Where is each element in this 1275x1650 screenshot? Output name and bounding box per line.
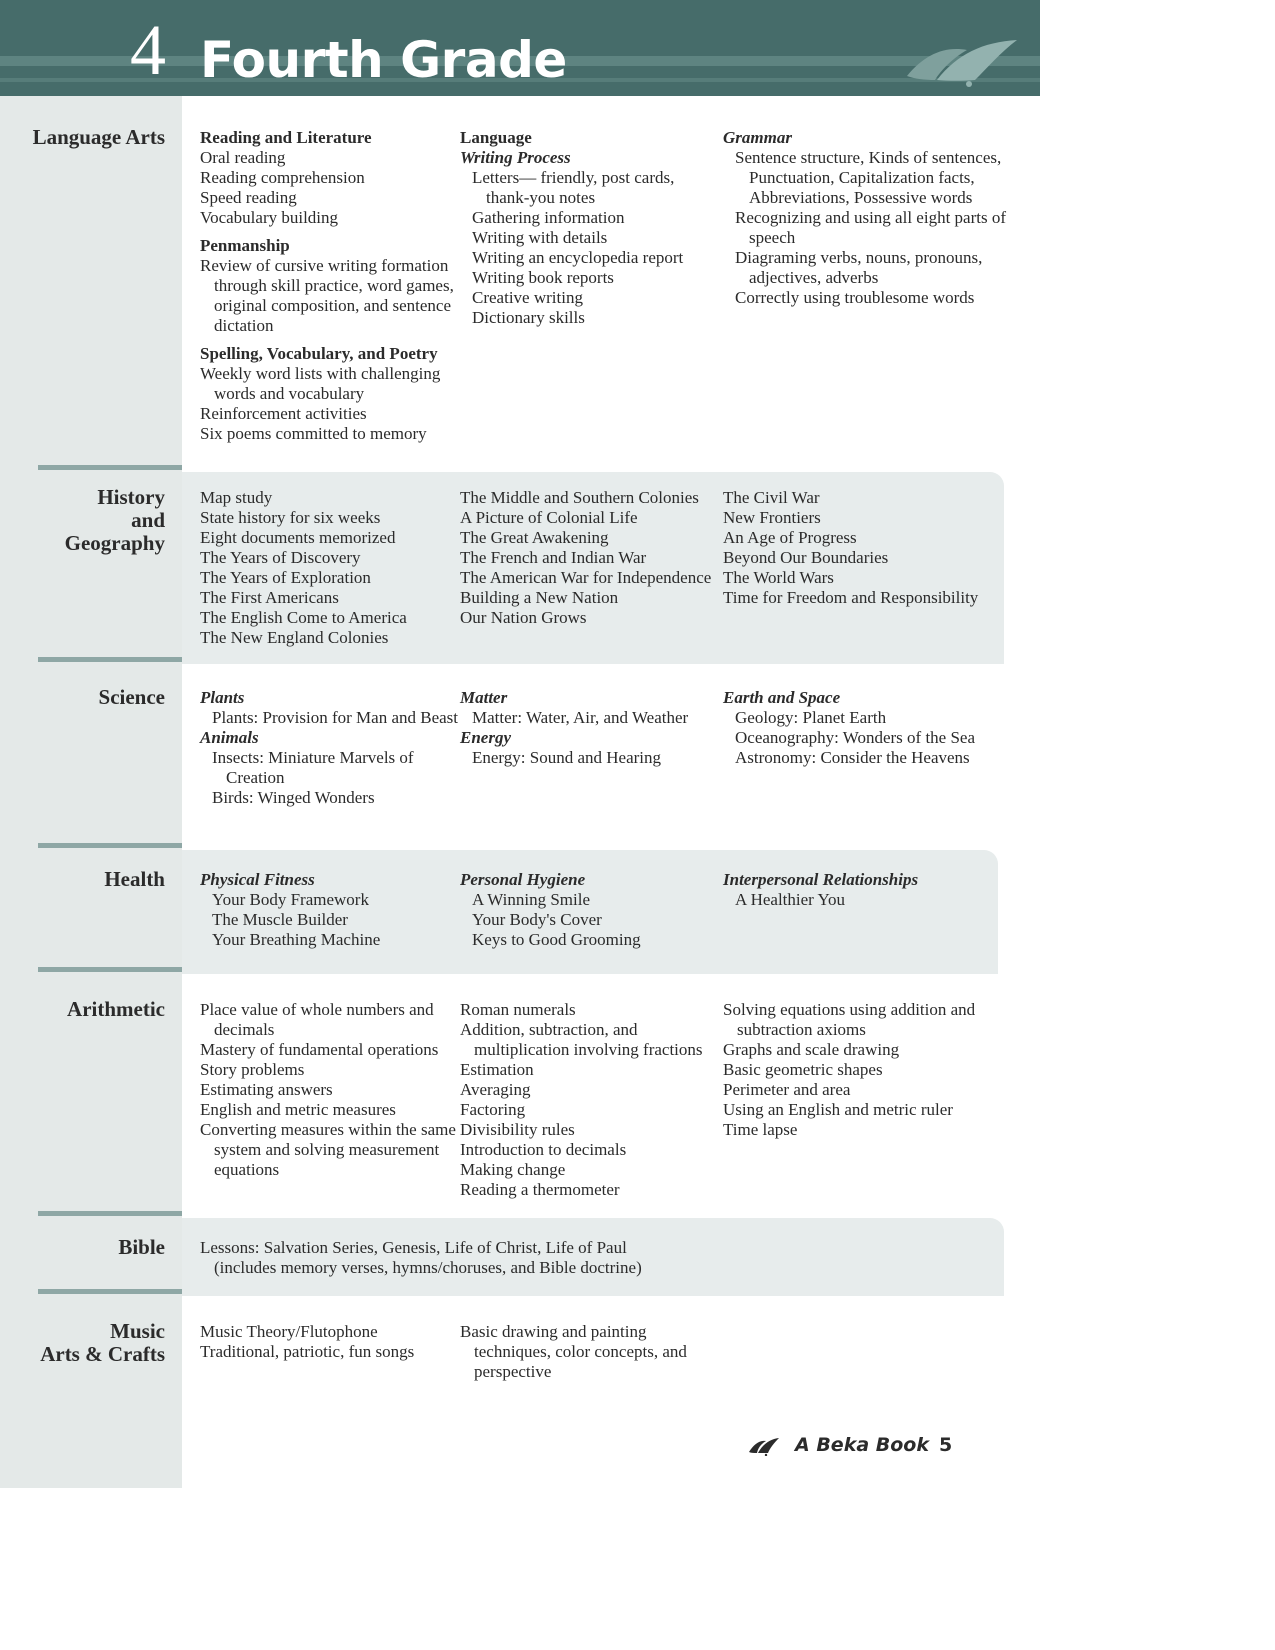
subject-label: Bible [118,1235,165,1259]
footer-brand: A Beka Book [795,1434,929,1456]
list-item: Our Nation Grows [460,608,587,627]
list-item: New Frontiers [723,508,821,527]
list-item: The Years of Discovery [200,548,361,567]
column-heading: Spelling, Vocabulary, and Poetry [200,344,438,363]
page-header [0,0,1040,96]
column-3 [723,488,1023,608]
list-item: The Middle and Southern Colonies [460,488,699,507]
list-item: Review of cursive writing formation through skill practice, word games, original composition, and sentence dictation [200,256,454,335]
column-subheading: Matter [460,688,508,707]
list-item: Your Body's Cover [472,910,602,929]
list-item: Birds: Winged Wonders [212,788,375,807]
column-subheading: Animals [200,728,259,747]
section-divider [38,1289,182,1294]
column-2 [460,1322,722,1382]
column-1 [200,1322,462,1362]
column-2 [460,688,722,768]
column-subheading: Interpersonal Relationships [723,870,919,889]
list-item: Correctly using troublesome words [735,288,975,307]
column-3 [723,688,1023,768]
column-2 [460,870,722,950]
list-item: Time for Freedom and Responsibility [723,588,979,607]
subject-label: History and Geography [64,485,165,555]
list-item: Writing an encyclopedia report [472,248,684,267]
list-item: Factoring [460,1100,526,1119]
grade-number: 4 [130,10,166,90]
column-subheading: Plants [200,688,245,707]
list-item: Time lapse [723,1120,798,1139]
list-item: Roman numerals [460,1000,576,1019]
list-item: Writing book reports [472,268,614,287]
list-item: Your Breathing Machine [212,930,381,949]
list-item: Oceanography: Wonders of the Sea [735,728,976,747]
column-heading: Penmanship [200,236,290,255]
column-2 [460,1000,722,1200]
list-item: Letters— friendly, post cards, thank-you notes [472,168,675,207]
list-item: The New England Colonies [200,628,389,647]
list-item: Insects: Miniature Marvels of Creation [212,748,414,787]
list-item: Writing with details [472,228,608,247]
section-health [0,850,1040,974]
column-3 [723,870,1023,910]
list-item: Speed reading [200,188,297,207]
section-divider [38,657,182,662]
subject-label: Language Arts [32,125,165,149]
list-item: The Muscle Builder [212,910,348,929]
subject-label: Science [98,685,165,709]
page-title: Fourth Grade [200,31,567,89]
list-item: Matter: Water, Air, and Weather [472,708,689,727]
brand-logo-icon [748,1436,780,1456]
list-item: Your Body Framework [212,890,369,909]
list-item: Place value of whole numbers and decimals [200,1000,434,1039]
list-item: Creative writing [472,288,583,307]
list-item: Building a New Nation [460,588,619,607]
list-item: Perimeter and area [723,1080,851,1099]
list-item: The First Americans [200,588,339,607]
column-2 [460,128,722,328]
list-item: Making change [460,1160,566,1179]
column-heading: Language [460,128,532,147]
column-1 [200,688,462,808]
list-item: Astronomy: Consider the Heavens [735,748,970,767]
list-item: The Years of Exploration [200,568,371,587]
list-item: Estimating answers [200,1080,333,1099]
list-item: Map study [200,488,273,507]
list-item: A Healthier You [735,890,846,909]
column-3 [723,128,1023,308]
list-item: Basic drawing and painting techniques, color concepts, and perspective [460,1322,687,1381]
list-item: The English Come to America [200,608,407,627]
section-language-arts [0,96,1040,472]
list-item: Reading comprehension [200,168,365,187]
list-item: The Civil War [723,488,820,507]
column-subheading: Writing Process [460,148,571,167]
column-subheading: Earth and Space [723,688,841,707]
column-3 [723,1000,1023,1140]
list-item: State history for six weeks [200,508,381,527]
list-item: Gathering information [472,208,625,227]
list-item: Traditional, patriotic, fun songs [200,1342,415,1361]
subject-label: Music Arts & Crafts [40,1319,165,1366]
list-item: Solving equations using addition and subtraction axioms [723,1000,976,1039]
bible-description [200,1238,670,1278]
column-subheading: Grammar [723,128,792,147]
list-item: Eight documents memorized [200,528,396,547]
column-subheading: Energy [460,728,511,747]
list-item: Converting measures within the same system and solving measurement equations [200,1120,456,1179]
column-2 [460,488,722,628]
list-item: The World Wars [723,568,834,587]
list-item: Geology: Planet Earth [735,708,887,727]
list-item: Averaging [460,1080,531,1099]
list-item: Keys to Good Grooming [472,930,641,949]
list-item: Divisibility rules [460,1120,575,1139]
list-item: Addition, subtraction, and multiplication involving fractions [460,1020,703,1059]
section-music-arts [0,1296,1040,1396]
list-item: The Great Awakening [460,528,609,547]
list-item: Sentence structure, Kinds of sentences, Punctuation, Capitalization facts, Abbreviations, Possessive words [735,148,1002,207]
subject-label: Arithmetic [67,997,165,1021]
column-1 [200,870,462,950]
section-divider [38,465,182,470]
list-item: English and metric measures [200,1100,396,1119]
list-item: Weekly word lists with challenging words and vocabulary [200,364,441,403]
section-arithmetic [0,974,1040,1218]
section-science [0,664,1040,850]
column-subheading: Physical Fitness [200,870,315,889]
list-item: Vocabulary building [200,208,339,227]
list-item: A Picture of Colonial Life [460,508,638,527]
list-item: Estimation [460,1060,534,1079]
column-subheading: Personal Hygiene [460,870,586,889]
list-item: The French and Indian War [460,548,647,567]
list-item: Energy: Sound and Hearing [472,748,662,767]
list-item: Basic geometric shapes [723,1060,883,1079]
list-item: Dictionary skills [472,308,585,327]
section-divider [38,843,182,848]
column-heading: Reading and Literature [200,128,372,147]
list-item: Graphs and scale drawing [723,1040,900,1059]
list-item: Lessons: Salvation Series, Genesis, Life of Christ, Life of Paul (includes memory verses, hymns/choruses, and Bible doctrine) [200,1238,642,1277]
column-1 [200,128,462,444]
list-item: Oral reading [200,148,286,167]
list-item: Plants: Provision for Man and Beast [212,708,459,727]
list-item: An Age of Progress [723,528,857,547]
list-item: Reinforcement activities [200,404,367,423]
column-1 [200,488,462,648]
list-item: Introduction to decimals [460,1140,627,1159]
page-number: 5 [939,1434,953,1456]
list-item: Using an English and metric ruler [723,1100,953,1119]
list-item: A Winning Smile [472,890,591,909]
list-item: Beyond Our Boundaries [723,548,889,567]
section-bible [0,1218,1040,1296]
list-item: Story problems [200,1060,305,1079]
list-item: Recognizing and using all eight parts of speech [735,208,1006,247]
section-divider [38,1211,182,1216]
subject-label: Health [104,867,165,891]
list-item: Six poems committed to memory [200,424,427,443]
section-divider [38,967,182,972]
list-item: Music Theory/Flutophone [200,1322,378,1341]
book-leaf-logo-icon [905,36,1025,88]
list-item: Diagraming verbs, nouns, pronouns, adjectives, adverbs [735,248,983,287]
list-item: Reading a thermometer [460,1180,620,1199]
list-item: The American War for Independence [460,568,712,587]
column-1 [200,1000,462,1180]
section-history-geography [0,472,1040,664]
list-item: Mastery of fundamental operations [200,1040,439,1059]
